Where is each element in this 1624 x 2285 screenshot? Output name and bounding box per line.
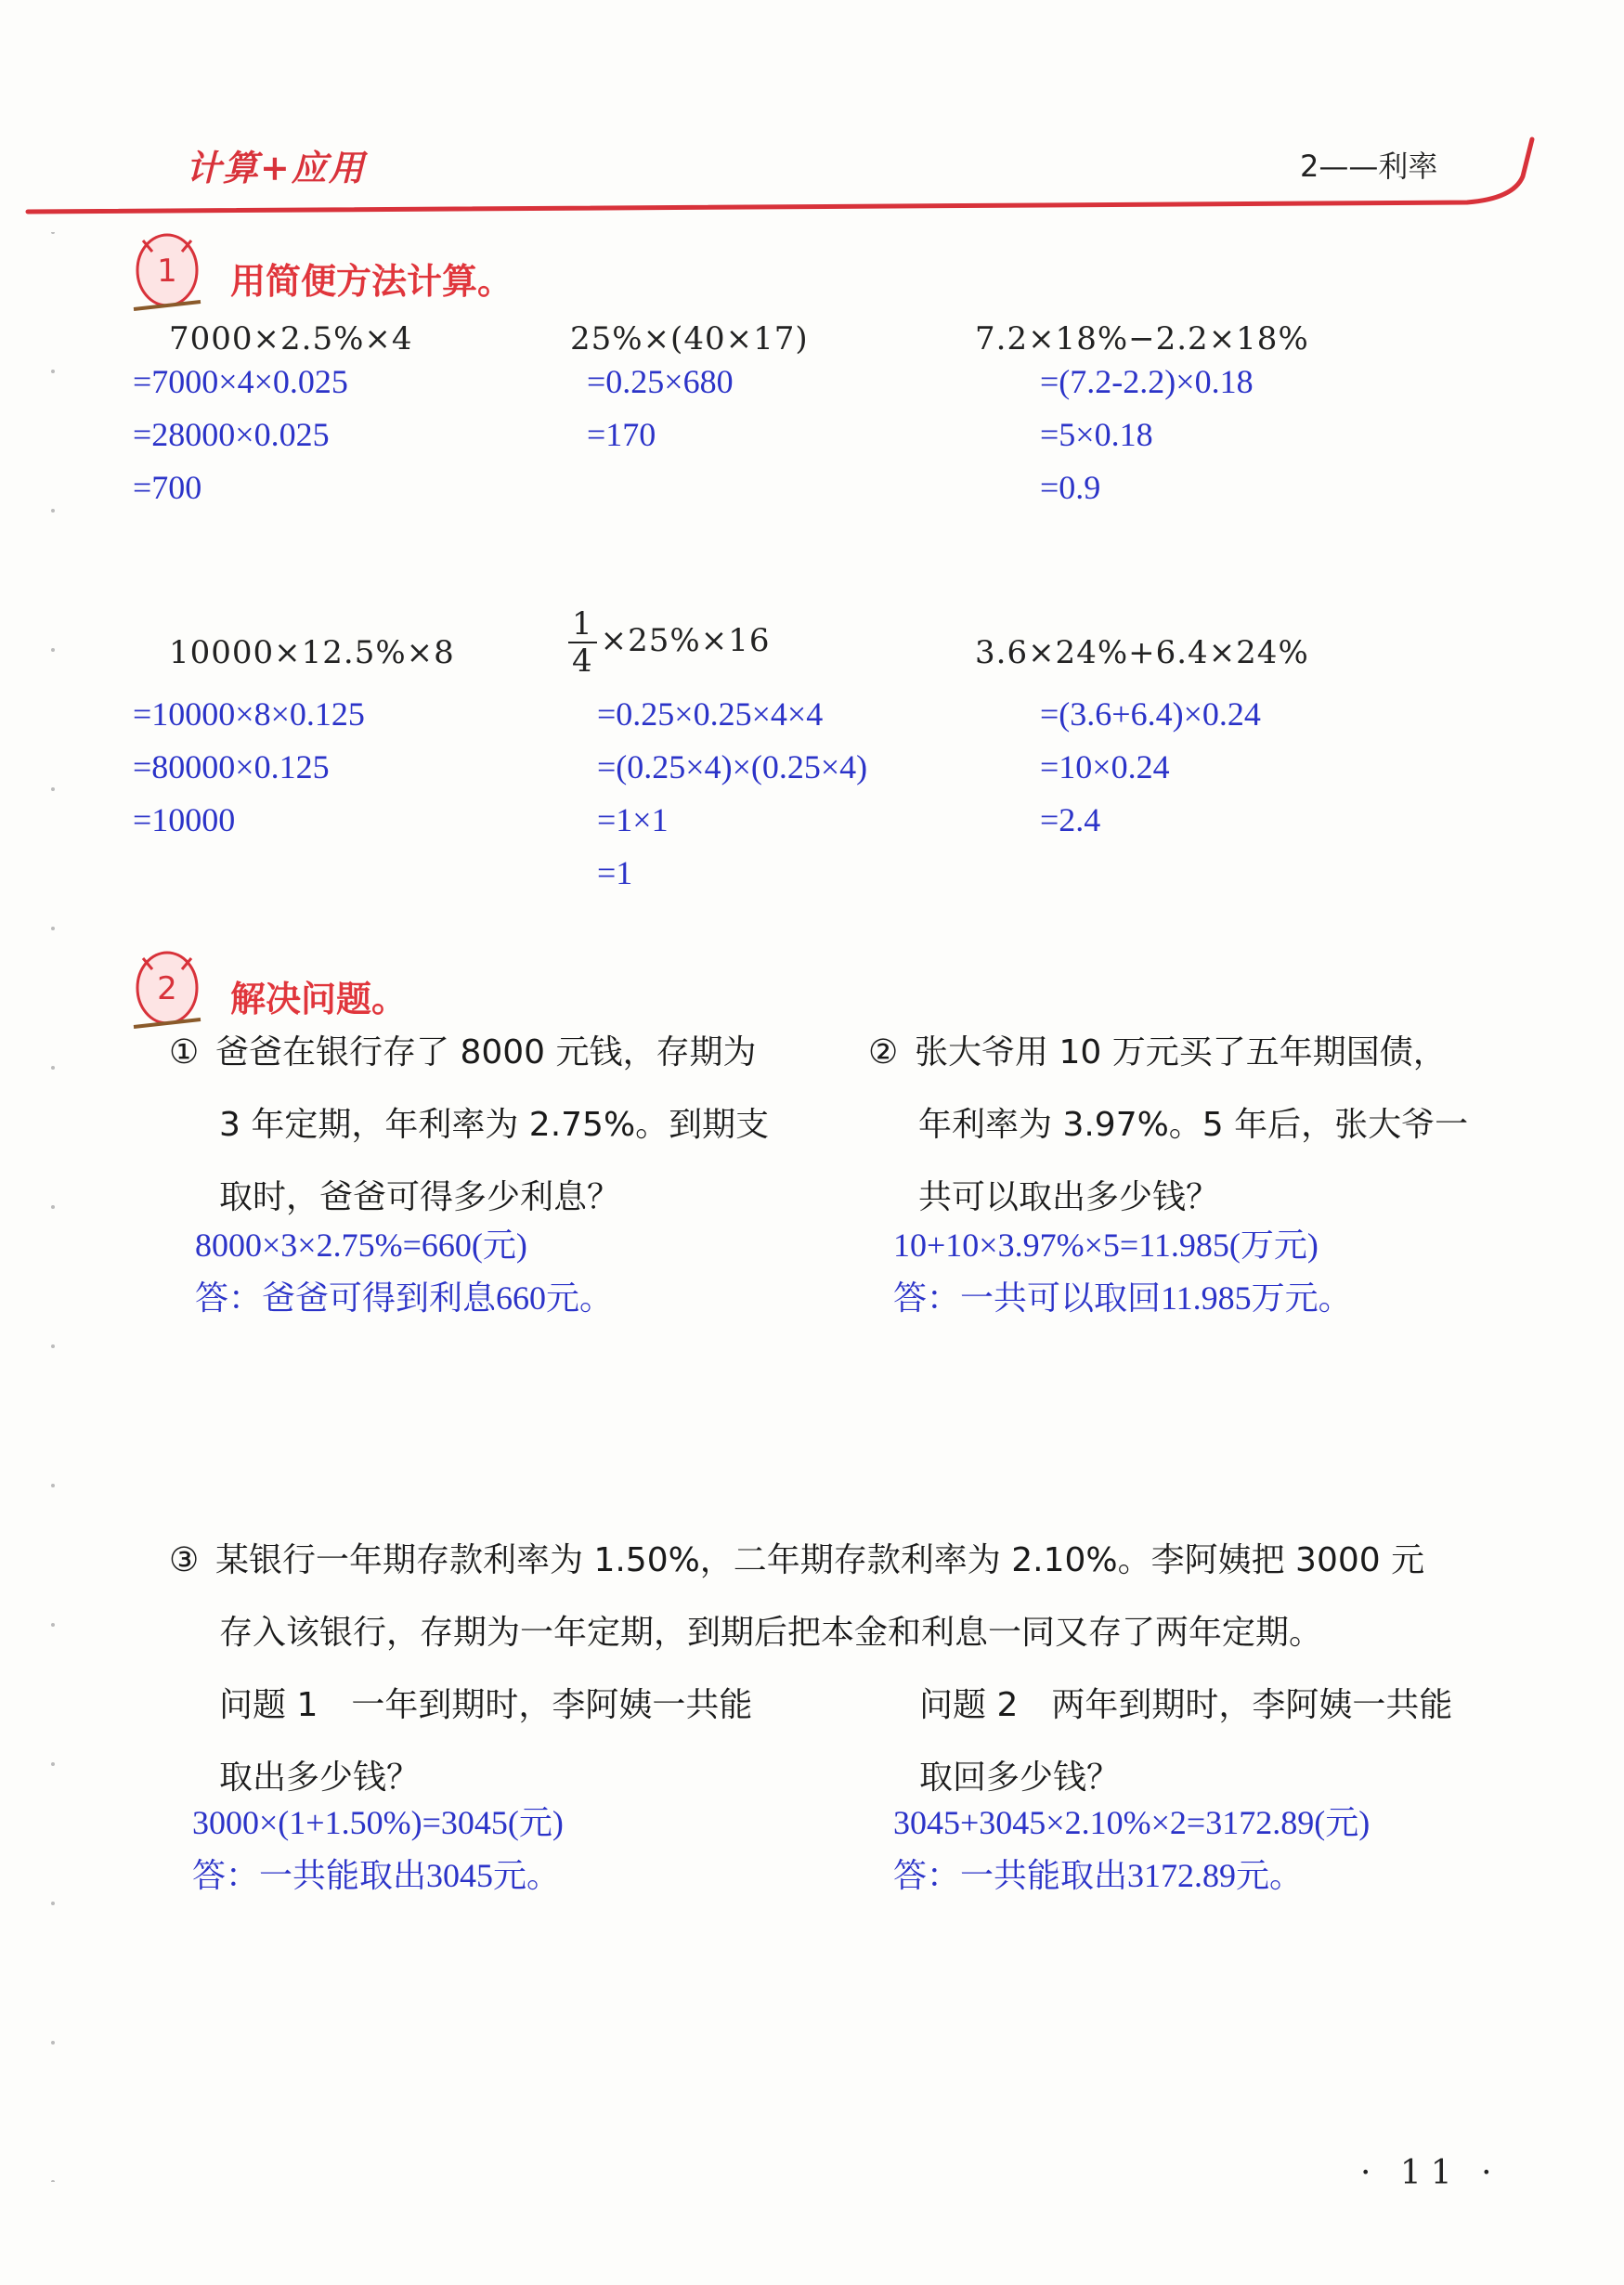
answer-line: 3000×(1+1.50%)=3045(元) (192, 1804, 564, 1841)
section-number: 1 (157, 253, 177, 290)
problem-line: 问题 2 两年到期时，李阿姨一共能 (919, 1686, 1453, 1724)
problem-1 (169, 1017, 838, 1234)
fraction-numerator: 1 (568, 608, 597, 643)
answer-line: =1×1 (597, 801, 669, 838)
answer-line: 3045+3045×2.10%×2=3172.89(元) (893, 1804, 1371, 1841)
answer-line: =10000×8×0.125 (133, 695, 365, 733)
answer-line: =1 (597, 854, 633, 891)
answer-reply: 答：一共可以取回11.985万元。 (893, 1279, 1352, 1317)
answer-line: =5×0.18 (1040, 416, 1153, 453)
expression: 7000×2.5%×4 (169, 320, 413, 357)
problem-line: 存入该银行，存期为一年定期，到期后把本金和利息一同又存了两年定期。 (219, 1614, 1323, 1652)
header-rule (0, 0, 1624, 241)
answer-line: =(3.6+6.4)×0.24 (1040, 695, 1261, 733)
problem-line: 年利率为 3.97%。5 年后，张大爷一 (918, 1106, 1469, 1144)
problem-line: ① 爸爸在银行存了 8000 元钱，存期为 (169, 1017, 838, 1089)
answer-line: 8000×3×2.75%=660(元) (195, 1227, 527, 1264)
answer-line: =28000×0.025 (133, 416, 330, 453)
answer-reply: 答：一共能取出3045元。 (192, 1857, 561, 1894)
answer-line: =10000 (133, 801, 236, 838)
answer-line: =10×0.24 (1040, 748, 1170, 785)
problem-line: ② 张大爷用 10 万元买了五年期国债， (868, 1017, 1537, 1089)
problem-number: ① (169, 1033, 200, 1071)
problem-line: 问题 1 一年到期时，李阿姨一共能 (219, 1686, 753, 1724)
page-edge-marks (48, 232, 58, 2182)
expression: 10000×12.5%×8 (169, 634, 455, 671)
fraction-denominator: 4 (572, 643, 593, 680)
answer-line: =2.4 (1040, 801, 1101, 838)
section-heading: 用简便方法计算。 (230, 261, 513, 302)
problem-line: 取时，爸爸可得多少利息？ (219, 1178, 621, 1216)
answer-line: =0.9 (1040, 469, 1101, 506)
answer-line: =80000×0.125 (133, 748, 330, 785)
answer-line: =700 (133, 469, 202, 506)
owl-badge-icon (130, 227, 204, 317)
answer-line: =(0.25×4)×(0.25×4) (597, 748, 868, 785)
problem-2 (868, 1017, 1537, 1234)
answer-line: =170 (587, 416, 656, 453)
expression (568, 605, 771, 680)
answer-line: 10+10×3.97%×5=11.985(万元) (893, 1227, 1319, 1264)
section-heading: 解决问题。 (230, 979, 408, 1019)
expression: 3.6×24%+6.4×24% (975, 634, 1309, 671)
problem-3 (169, 1525, 1543, 1669)
problem-line: 3 年定期，年利率为 2.75%。到期支 (219, 1106, 770, 1144)
answer-line: =7000×4×0.025 (133, 363, 348, 400)
answer-reply: 答：爸爸可得到利息660元。 (195, 1279, 614, 1317)
fraction (568, 605, 597, 680)
header-title: 计算+应用 (186, 147, 366, 188)
problem-line: 取出多少钱？ (219, 1759, 421, 1797)
section-number: 2 (157, 970, 177, 1007)
page-number: · 11 · (1360, 2154, 1501, 2192)
answer-line: =0.25×680 (587, 363, 734, 400)
answer-reply: 答：一共能取出3172.89元。 (893, 1857, 1304, 1894)
expression: 7.2×18%−2.2×18% (975, 320, 1309, 357)
sub-question-2 (919, 1669, 1551, 1814)
expression-rest: ×25%×16 (600, 622, 771, 659)
sub-question-1 (219, 1669, 869, 1814)
answer-line: =(7.2-2.2)×0.18 (1040, 363, 1254, 400)
problem-line: 取回多少钱？ (919, 1759, 1121, 1797)
problem-number: ② (868, 1033, 899, 1071)
answer-line: =0.25×0.25×4×4 (597, 695, 824, 733)
problem-line: 共可以取出多少钱？ (918, 1178, 1220, 1216)
expression: 25%×(40×17) (570, 320, 809, 357)
chapter-label: 2——利率 (1300, 149, 1438, 184)
problem-line: ③ 某银行一年期存款利率为 1.50%，二年期存款利率为 2.10%。李阿姨把 3000 元 (169, 1525, 1543, 1597)
problem-number: ③ (169, 1541, 200, 1579)
